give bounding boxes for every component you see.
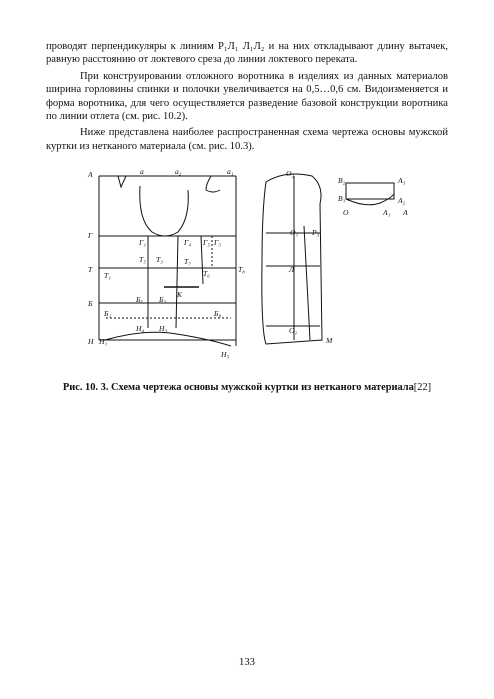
body-text xyxy=(46,40,448,153)
label-H5: Н₅ xyxy=(221,350,230,359)
label-T3: Т₃ xyxy=(156,255,163,264)
label-H3: Н₃ xyxy=(159,324,168,333)
label-collar-B2: В₂ xyxy=(338,176,346,185)
text-line: см. Видоизменяется и форма воротника, для чего осуществляется разведение xyxy=(46,84,448,109)
text-line: Ниже представлена наиболее распространенная схема чертежа основы xyxy=(80,127,406,139)
label-a: а xyxy=(140,167,144,176)
label-O2: О₂ xyxy=(286,169,295,178)
text-line: мужской куртки из нетканого материала (см. рис. 10.3). xyxy=(46,127,448,152)
label-H4: Н₄ xyxy=(136,324,145,333)
label-G1: Г₁ xyxy=(139,238,146,247)
label-T: Т xyxy=(88,265,93,274)
text-line: базовой конструкции воротника по линии отлета (см. рис. 10.2). xyxy=(46,97,449,123)
label-B6: Б₆ xyxy=(136,295,144,304)
paragraph-1 xyxy=(46,40,448,67)
label-B1: Б₁ xyxy=(104,309,112,318)
paragraph-3 xyxy=(46,126,448,153)
jacket-pattern-drawing xyxy=(84,164,419,369)
label-B3: Б₃ xyxy=(159,295,167,304)
back-dart xyxy=(118,176,126,187)
text-line: проводят перпендикуляры к линиям Р₁Л₁ Л₁Л₂ и на них откладывают длину xyxy=(46,41,405,52)
label-B: Б xyxy=(88,299,93,308)
label-collar-A: А xyxy=(403,208,408,217)
armhole-curve xyxy=(140,186,189,236)
label-K: К xyxy=(177,290,183,299)
caption-reference: [22] xyxy=(413,382,432,393)
label-T5: Т₅ xyxy=(139,255,146,264)
sleeve-seam-line xyxy=(304,226,310,340)
label-collar-A3: А₃ xyxy=(398,176,406,185)
label-a1: а₁ xyxy=(227,167,234,176)
label-T6: Т₆ xyxy=(203,269,210,278)
label-T1: Т₁ xyxy=(104,271,111,280)
label-collar-A2: А₂ xyxy=(398,196,406,205)
caption-text: Рис. 10. 3. Схема чертежа основы мужской куртки из нетканого материала xyxy=(62,382,414,393)
label-H1: Н₁ xyxy=(99,337,108,346)
label-O1: О₁ xyxy=(290,228,299,237)
paragraph-2 xyxy=(46,70,448,124)
label-M: М xyxy=(326,336,333,345)
page-number: 133 xyxy=(239,657,255,668)
side-seam-front xyxy=(176,236,178,328)
label-T7: Т₇ xyxy=(184,257,191,266)
label-H: Н xyxy=(88,337,94,346)
label-G: Г xyxy=(88,231,93,240)
text-line: материалов ширина горловины спинки и полочки увеличивается на 0,5…0,6 xyxy=(46,70,448,96)
label-G5: Г₅ xyxy=(203,238,210,247)
label-A: А xyxy=(88,170,93,179)
label-P3: Р₃ xyxy=(312,228,320,237)
label-L: Л xyxy=(289,265,295,274)
label-G4: Г₄ xyxy=(184,238,191,247)
text-line: При конструировании отложного воротника в изделиях из данных xyxy=(80,70,392,82)
sleeve-outline xyxy=(262,174,322,344)
hem-curve xyxy=(105,332,231,346)
collar-rect xyxy=(346,183,394,199)
label-collar-O: О xyxy=(343,208,349,217)
label-O1b: О₁ xyxy=(289,326,298,335)
label-a2: а₂ xyxy=(175,167,182,176)
text-line: вытачек, равную расстоянию от локтевого среза до линии локтевого переката. xyxy=(46,41,448,66)
label-T8: Т₈ xyxy=(238,265,245,274)
front-neck-curve xyxy=(206,176,220,192)
label-collar-B1: В₁ xyxy=(338,194,346,203)
figure-caption xyxy=(0,382,494,393)
label-G3: Г₃ xyxy=(214,238,221,247)
label-collar-A1: А₁ xyxy=(383,208,391,217)
label-B8: Б₈ xyxy=(214,309,222,318)
